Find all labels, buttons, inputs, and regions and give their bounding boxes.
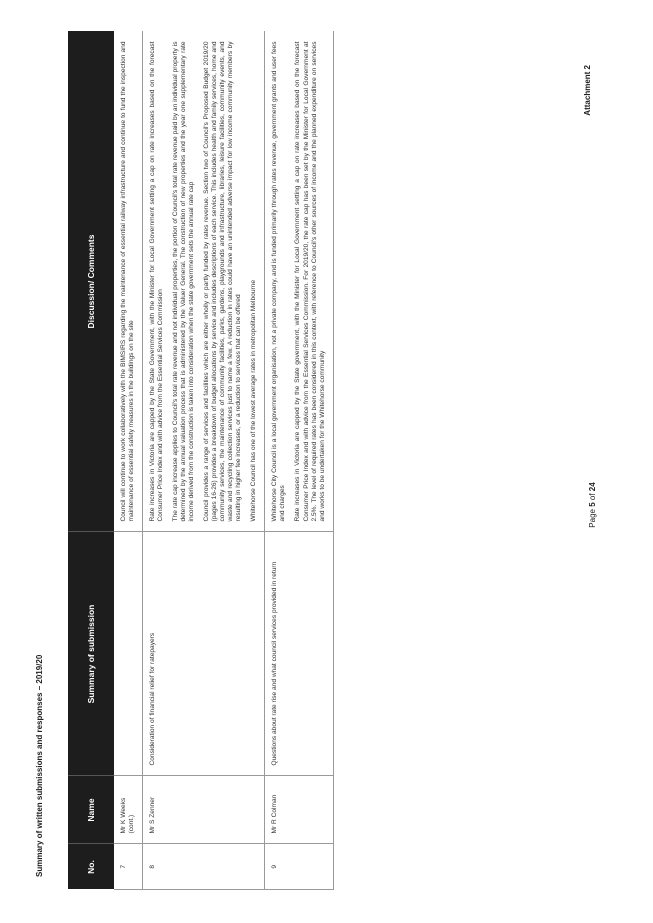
discussion-paragraph: Whitehorse Council has one of the lowest average rates in metropolitan Melbourne [250,279,258,522]
table-row [265,32,333,890]
header-name: Name [68,776,114,844]
row-number: 7 [114,844,143,890]
row-summary [114,532,143,776]
row-summary [265,532,333,776]
submissions-table [68,32,334,891]
row-number: 9 [265,844,333,890]
table-row [114,32,143,890]
page-of: of [588,491,597,503]
header-summary: Summary of submission [68,532,114,776]
row-name [265,776,333,844]
row-name [114,776,143,844]
discussion-paragraph: Council provides a range of services and facilities which are either wholly or partly funded by rates revenue. Section two of Council's Proposed Budget 2019/20 (pages 16-26) provides a breakdown of budget allocations by service and includes descriptions of each service. This includes health and family services, home and community services, the maintenance of community facilities, parks, gardens, playgrounds and infrastructure, libraries, leisure facilities, community events, and waste and recycling collection services just to name a few. A reduction in rates could have an unintended adverse impact for low income community members by resulting in higher fee increases, or a reduction to services that can be offered [203,41,243,522]
discussion-paragraph: Whitehorse City Council is a local government organisation, not a private company, and is funded primarily through rates revenue, government grants and user fees and charges [271,41,287,522]
page-prefix: Page [588,506,597,528]
row-name-text: Mr K Weeks (cont.) [120,797,136,834]
page-number [588,465,597,545]
page-title: Summary of written submissions and responses – 2019/20 [35,654,44,877]
row-name-text: Mr R Colman [271,794,279,834]
row-discussion [114,32,143,533]
discussion-paragraph: The rate cap increase applies to Council's total rate revenue and not individual properties, the portion of Council's total rate revenue paid by an individual property is determined by the annual valuation process that is administered by the Valuer General. The construction of new properties and the year one supplementary rate income derived from the construction is taken into consideration when the state government sets the annual rate cap [172,41,196,522]
row-discussion [265,32,333,533]
page-current: 5 [588,502,597,507]
row-discussion [143,32,265,533]
row-name [143,776,265,844]
discussion-paragraph: Rate increases in Victoria are capped by the State Government, with the Minister for Local Government setting a cap on rate increases based on the forecast Consumer Price Index and with advice from the Essential Services Commission [149,41,165,522]
table-row [143,32,265,890]
attachment-label: Attachment 2 [583,65,592,116]
discussion-paragraph: Rate increases in Victoria are capped by the State government, with the Minister for Local Government setting a cap on rate increases based on the forecast Consumer Price Index and with advice from the Essential Services Commission. For 2019/20, the rate cap has been set by the Minister for Local Government at 2.5%. The level of required rates has been considered in this context, with reference to Council's other sources of income and the planned expenditure on services and works to be undertaken for the Whitehorse community [294,41,326,522]
page-total: 24 [588,482,597,492]
header-no: No. [68,844,114,890]
discussion-paragraph: Council will continue to work collaboratively with the BIMSIRS regarding the maintenance of essential railway infrastructure and continue to fund the inspection and maintenance of essential safety measures in the buildings on the site [120,41,136,522]
row-name-text: Mr S Zenner [149,796,157,834]
header-discussion: Discussion/ Comments [68,32,114,533]
submissions-table-wrapper [68,35,583,890]
row-summary-text: Questions about rate rise and what council services provided in return [271,561,279,766]
row-number: 8 [143,844,265,890]
row-summary [143,532,265,776]
row-summary-text: Consideration of financial relief for ratepayers [149,632,157,766]
table-header-row [68,32,114,890]
